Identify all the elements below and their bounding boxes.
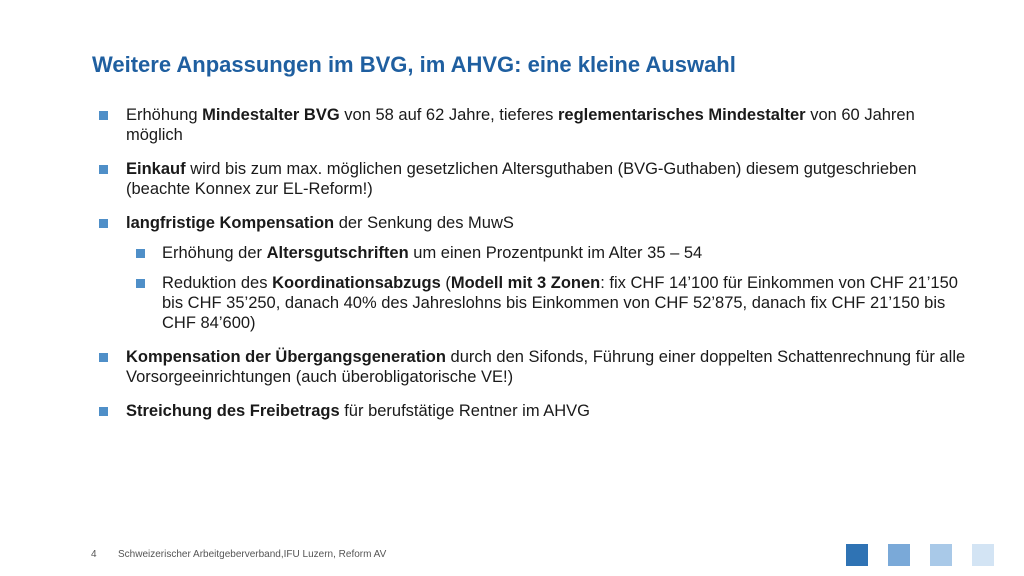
bullet-text: : fix CHF 14’100 für Einkommen von CHF 21’150 bis CHF 35’250, danach 40% des Jahreslohns bis Einkommen von CHF 52’875, danach fix CHF 21’150 bis CHF 84’600) [162, 274, 958, 332]
footer-text: Schweizerischer Arbeitgeberverband,IFU Luzern, Reform AV [118, 549, 387, 560]
bullet-text-bold: Altersgutschriften [266, 244, 409, 262]
sub-bullet-item [96, 273, 976, 333]
bullet-text: von 60 Jahren möglich [126, 106, 915, 144]
bullet-text-bold: langfristige Kompensation [126, 214, 335, 232]
square-bullet-icon [99, 407, 108, 416]
bullet-text: von 58 auf 62 Jahre, tieferes [339, 106, 558, 124]
decorative-square [888, 544, 910, 566]
bullet-item [96, 401, 976, 421]
bullet-text-bold: reglementarisches Mindestalter [558, 106, 806, 124]
page-number: 4 [91, 549, 97, 560]
decorative-square [930, 544, 952, 566]
decorative-square [846, 544, 868, 566]
bullet-text: wird bis zum max. möglichen gesetzlichen Altersguthaben (BVG-Guthaben) diesem gutgeschrieben (beachte Konnex zur EL-Reform!) [126, 160, 917, 198]
footer [0, 548, 1024, 564]
bullet-text: Erhöhung der [162, 244, 267, 262]
bullet-item [96, 213, 976, 233]
bullet-text: durch den Sifonds, Führung einer doppelten Schattenrechnung für alle Vorsorgeeinrichtungen (auch überobligatorische VE!) [126, 348, 966, 386]
bullet-item [96, 159, 976, 199]
square-bullet-icon [99, 353, 108, 362]
bullet-text-bold: Koordinationsabzugs [272, 274, 441, 292]
bullet-text: für berufstätige Rentner im AHVG [339, 402, 591, 420]
bullet-text: um einen Prozentpunkt im Alter 35 – 54 [408, 244, 703, 262]
sub-bullet-item [96, 243, 976, 263]
bullet-item [96, 347, 976, 387]
bullet-text-bold: Einkauf [126, 160, 186, 178]
square-bullet-icon [99, 111, 108, 120]
square-bullet-icon [99, 219, 108, 228]
square-bullet-icon [136, 279, 145, 288]
bullet-list [96, 105, 976, 435]
bullet-item [96, 105, 976, 145]
bullet-text: der Senkung des MuwS [334, 214, 514, 232]
decorative-square [972, 544, 994, 566]
square-bullet-icon [136, 249, 145, 258]
square-bullet-icon [99, 165, 108, 174]
bullet-text: Erhöhung [126, 106, 203, 124]
bullet-text: ( [440, 274, 451, 292]
bullet-text-bold: Mindestalter BVG [202, 106, 340, 124]
bullet-text: Reduktion des [162, 274, 273, 292]
slide-title: Weitere Anpassungen im BVG, im AHVG: eine kleine Auswahl [92, 52, 736, 77]
bullet-text-bold: Modell mit 3 Zonen [450, 274, 601, 292]
bullet-text-bold: Streichung des Freibetrags [126, 402, 340, 420]
bullet-text-bold: Kompensation der Übergangsgeneration [126, 348, 446, 366]
